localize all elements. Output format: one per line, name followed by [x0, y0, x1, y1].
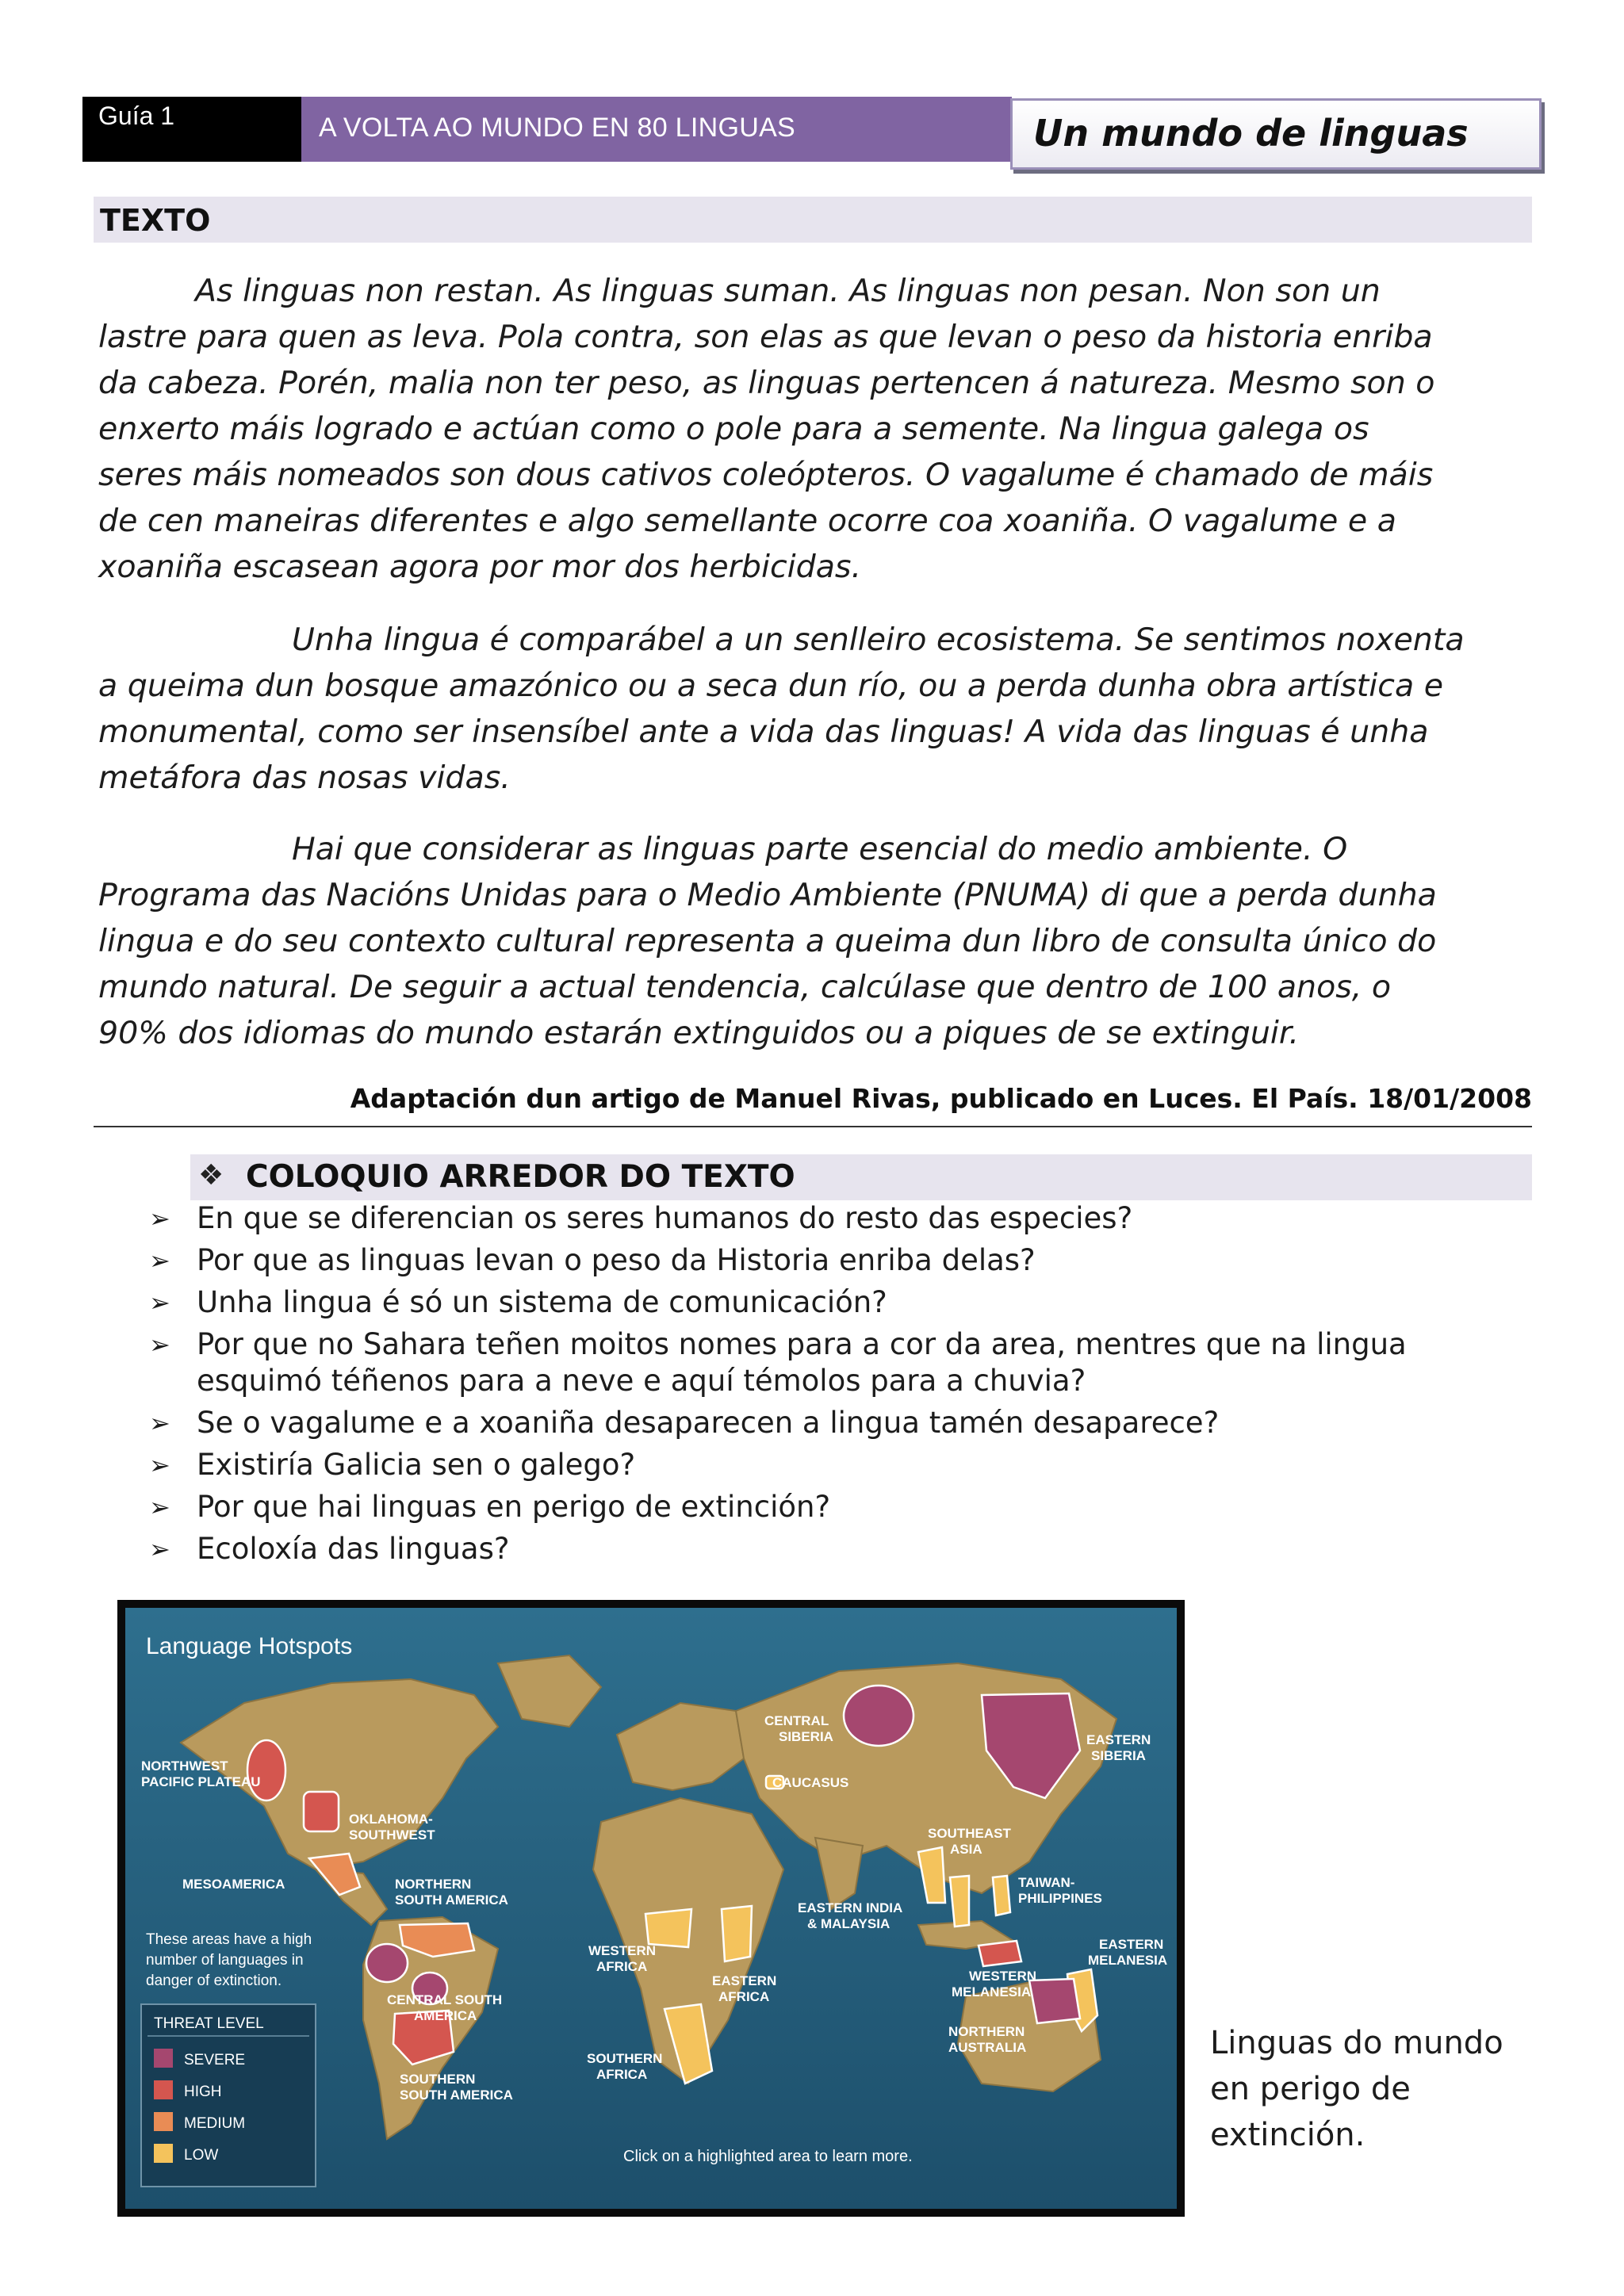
question-text: En que se diferencian os seres humanos do resto das especies?	[197, 1201, 1133, 1235]
hotspot-taiwan	[993, 1876, 1010, 1915]
region-label: CAUCASUS	[772, 1775, 849, 1790]
region-label: SOUTHERN	[400, 2072, 476, 2087]
region-label: NORTHERN	[948, 2024, 1025, 2039]
arrow-bullet-icon: ➢	[149, 1408, 170, 1438]
region-label: WESTERN	[588, 1943, 656, 1958]
topic-title: Un mundo de linguas	[1033, 112, 1469, 155]
legend-label: SEVERE	[184, 2052, 246, 2068]
p1-line: de cen maneiras diferentes e algo semellante ocorre coa xoaniña. O vagalume e a	[98, 503, 1396, 539]
paragraph-2	[98, 617, 1542, 801]
p2-line: monumental, como ser insensíbel ante a vida das linguas! A vida das linguas é unha	[98, 714, 1429, 750]
p3-line: mundo natural. De seguir a actual tendencia, calcúlase que dentro de 100 anos, o	[98, 969, 1392, 1005]
list-item	[149, 1531, 1529, 1567]
hotspot-w-africa	[645, 1909, 691, 1947]
arrow-bullet-icon: ➢	[149, 1492, 170, 1522]
region-label: EASTERN	[1086, 1732, 1151, 1747]
region-label: AMERICA	[414, 2008, 477, 2023]
question-text: esquimó téñenos para a neve e aquí témolos para a chuvia?	[197, 1364, 1086, 1398]
legend-heading: THREAT LEVEL	[154, 2015, 264, 2032]
p3-line: lingua e do seu contexto cultural representa a queima dun libro de consulta único do	[98, 923, 1437, 959]
legend-label: MEDIUM	[184, 2115, 246, 2132]
list-item	[149, 1447, 1529, 1483]
region-label: AFRICA	[718, 1989, 770, 2004]
question-text: Por que hai linguas en perigo de extinción?	[197, 1490, 831, 1524]
list-item	[149, 1326, 1529, 1399]
region-label: NORTHERN	[395, 1877, 472, 1892]
region-label: PHILIPPINES	[1018, 1891, 1102, 1906]
hotspot-e-africa	[722, 1906, 752, 1961]
legend-label: HIGH	[184, 2084, 222, 2100]
caption-line: extinción.	[1210, 2117, 1365, 2153]
question-text: Se o vagalume e a xoaniña desaparecen a lingua tamén desaparece?	[197, 1406, 1220, 1440]
hotspot-c-south-america-a	[366, 1944, 408, 1982]
region-label: CENTRAL SOUTH	[387, 1992, 503, 2007]
list-item	[149, 1405, 1529, 1441]
region-label: & MALAYSIA	[807, 1916, 891, 1931]
region-label: EASTERN INDIA	[798, 1900, 903, 1915]
p1-line: seres máis nomeados son dous cativos coleópteros. O vagalume é chamado de máis	[98, 457, 1434, 493]
divider	[94, 1126, 1532, 1127]
region-label: MELANESIA	[952, 1984, 1032, 1999]
arrow-bullet-icon: ➢	[149, 1203, 170, 1234]
guide-label: Guía 1	[98, 101, 175, 130]
unit-title-box	[301, 97, 1012, 162]
region-label: SOUTH AMERICA	[395, 1892, 508, 1908]
p3-line: Programa das Nacións Unidas para o Medio Ambiente (PNUMA) di que a perda dunha	[98, 877, 1437, 913]
guide-label-box	[82, 97, 301, 162]
hotspot-nw-pacific	[247, 1740, 285, 1800]
p1-line: da cabeza. Porén, malia non ter peso, as linguas pertencen á natureza. Mesmo son o	[98, 365, 1435, 401]
region-label: SOUTHERN	[587, 2051, 663, 2066]
coloquio-heading: COLOQUIO ARREDOR DO TEXTO	[246, 1159, 795, 1195]
region-label: AFRICA	[596, 1959, 648, 1974]
hotspot-w-melanesia	[979, 1941, 1021, 1966]
hotspot-n-australia	[1029, 1979, 1080, 2023]
p2-line: Unha lingua é comparábel a un senlleiro ecosistema. Se sentimos noxenta	[292, 622, 1465, 658]
legend-swatch-severe	[154, 2049, 173, 2068]
region-label: SIBERIA	[1091, 1748, 1146, 1763]
question-text: Por que as linguas levan o peso da Historia enriba delas?	[197, 1243, 1036, 1277]
list-item	[149, 1284, 1529, 1321]
legend-label: LOW	[184, 2147, 219, 2164]
p1-line: enxerto máis logrado e actúan como o pole para a semente. Na lingua galega os	[98, 411, 1369, 447]
region-label: PACIFIC PLATEAU	[141, 1774, 261, 1789]
arrow-bullet-icon: ➢	[149, 1330, 170, 1360]
region-label: SIBERIA	[779, 1729, 833, 1744]
region-label: SOUTHEAST	[928, 1826, 1011, 1841]
hotspot-oklahoma	[304, 1792, 339, 1831]
p1-line: As linguas non restan. As linguas suman. As linguas non pesan. Non son un	[195, 273, 1381, 309]
list-item	[149, 1200, 1529, 1237]
region-label: AUSTRALIA	[948, 2040, 1027, 2055]
question-text: Existiría Galicia sen o galego?	[197, 1448, 636, 1482]
list-item	[149, 1489, 1529, 1525]
unit-title: A VOLTA AO MUNDO EN 80 LINGUAS	[319, 113, 796, 143]
p3-line: Hai que considerar as linguas parte esencial do medio ambiente. O	[292, 831, 1348, 867]
region-label: AFRICA	[596, 2067, 648, 2082]
legend-swatch-low	[154, 2144, 173, 2163]
p3-line: 90% dos idiomas do mundo estarán extinguidos ou a piques de se extinguir.	[98, 1015, 1300, 1051]
region-label: CENTRAL	[764, 1713, 829, 1728]
threat-legend	[141, 2004, 316, 2187]
region-label: EASTERN	[712, 1973, 777, 1988]
legend-swatch-medium	[154, 2112, 173, 2131]
question-list	[149, 1200, 1529, 1573]
region-label: EASTERN	[1099, 1937, 1164, 1952]
question-text: Unha lingua é só un sistema de comunicación?	[197, 1285, 887, 1319]
region-label: MESOAMERICA	[182, 1877, 285, 1892]
hotspot-c-siberia	[844, 1686, 914, 1746]
caption-line: Linguas do mundo	[1210, 2025, 1503, 2061]
legend-swatch-high	[154, 2080, 173, 2099]
question-text: Ecoloxía das linguas?	[197, 1532, 510, 1566]
texto-heading-band	[94, 197, 1532, 243]
language-hotspots-map	[117, 1600, 1185, 2217]
arrow-bullet-icon: ➢	[149, 1450, 170, 1480]
region-label: SOUTH AMERICA	[400, 2087, 513, 2103]
p2-line: metáfora das nosas vidas.	[98, 760, 511, 796]
map-note-line: number of languages in	[146, 1952, 304, 1969]
question-text: Por que no Sahara teñen moitos nomes para a cor da area, mentres que na lingua	[197, 1327, 1407, 1361]
region-label: WESTERN	[969, 1969, 1036, 1984]
map-title: Language Hotspots	[146, 1633, 353, 1659]
p1-line: lastre para quen as leva. Pola contra, son elas as que levan o peso da historia enriba	[98, 319, 1433, 355]
p2-line: a queima dun bosque amazónico ou a seca dun río, ou a perda dunha obra artística e	[98, 668, 1444, 704]
caption-line: en perigo de	[1210, 2071, 1411, 2107]
texto-heading: TEXTO	[100, 203, 211, 238]
p1-line: xoaniña escasean agora por mor dos herbicidas.	[98, 549, 862, 585]
map-caption	[1210, 2020, 1543, 2158]
region-label: ASIA	[950, 1842, 982, 1857]
region-label: NORTHWEST	[141, 1758, 228, 1774]
article-credit: Adaptación dun artigo de Manuel Rivas, publicado en Luces. El País. 18/01/2008	[350, 1083, 1532, 1114]
map-note-line: danger of extinction.	[146, 1973, 282, 1989]
list-item	[149, 1242, 1529, 1279]
arrow-bullet-icon: ➢	[149, 1288, 170, 1318]
topic-title-box	[1010, 98, 1542, 170]
map-note-line: These areas have a high	[146, 1931, 312, 1948]
map-footer-link[interactable]: Click on a highlighted area to learn more.	[623, 2148, 913, 2165]
paragraph-1	[98, 268, 1542, 590]
region-label: TAIWAN-	[1018, 1875, 1075, 1890]
region-label: MELANESIA	[1088, 1953, 1168, 1968]
arrow-bullet-icon: ➢	[149, 1246, 170, 1276]
region-label: SOUTHWEST	[349, 1827, 435, 1843]
region-label: OKLAHOMA-	[349, 1812, 433, 1827]
coloquio-heading-band	[190, 1154, 1532, 1200]
diamond-bullet-icon: ❖	[198, 1159, 224, 1192]
arrow-bullet-icon: ➢	[149, 1534, 170, 1564]
paragraph-3	[98, 826, 1542, 1056]
